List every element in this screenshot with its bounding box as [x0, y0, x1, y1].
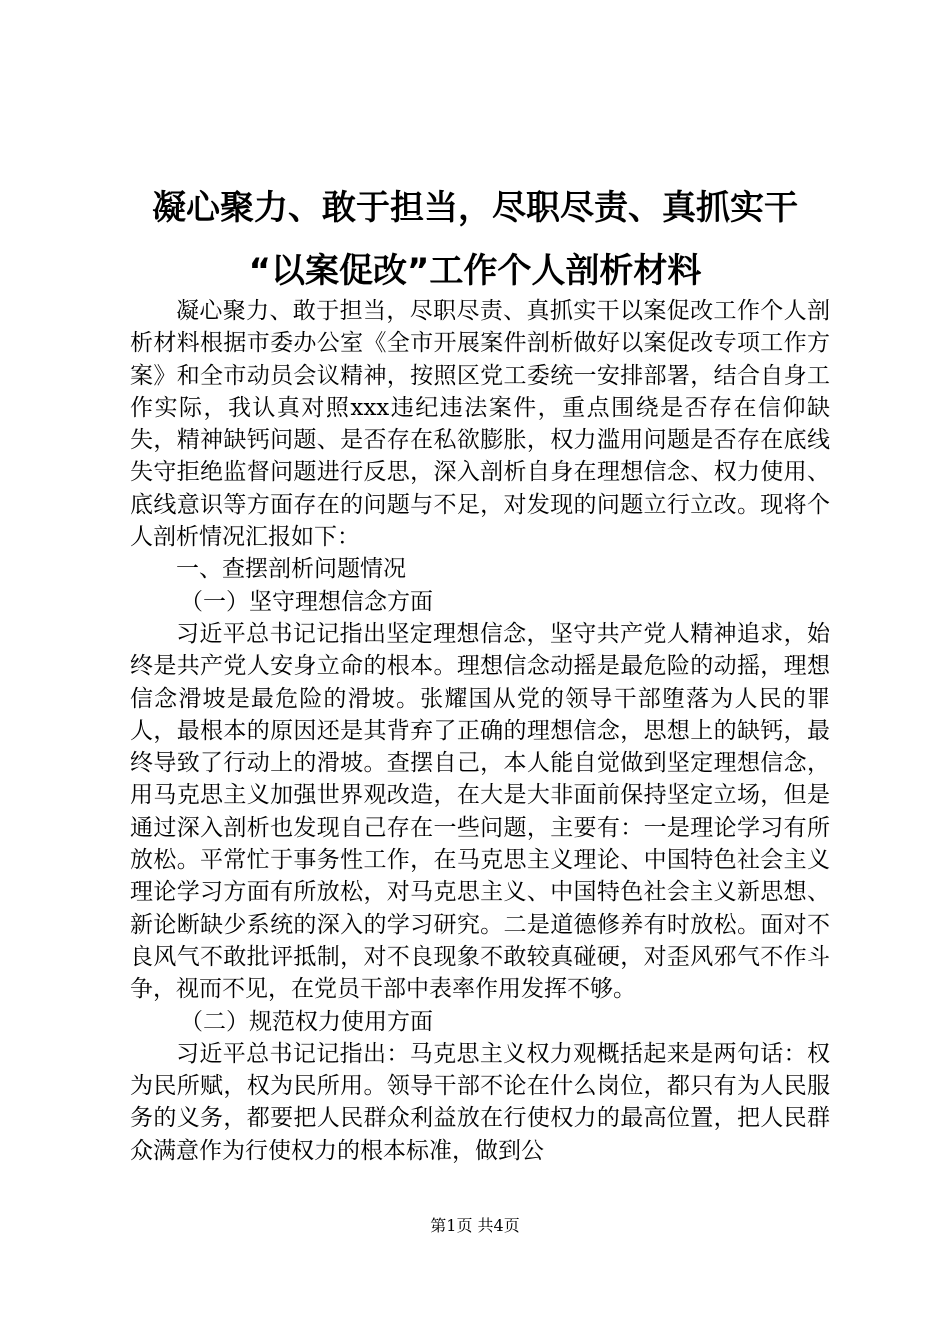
subsection-1-paragraph: 习近平总书记记指出坚定理想信念，坚守共产党人精神追求，始终是共产党人安身立命的根本。理想信念动摇是最危险的动摇，理想信念滑坡是最危险的滑坡。张耀国从党的领导干部堕落为人民的罪人，最根本的原因还是其背弃了正确的理想信念，思想上的缺钙，最终导致了行动上的滑坡。查摆自己，本人能自觉做到坚定理想信念，用马克思主义加强世界观改造，在大是大非面前保持坚定立场，但是通过深入剖析也发现自己存在一些问题，主要有：一是理论学习有所放松。平常忙于事务性工作，在马克思主义理论、中国特色社会主义理论学习方面有所放松，对马克思主义、中国特色社会主义新思想、新论断缺少系统的深入的学习研究。二是道德修养有时放松。面对不良风气不敢批评抵制，对不良现象不敢较真碰硬，对歪风邪气不作斗争，视而不见，在党员干部中表率作用发挥不够。: [130, 620, 830, 1003]
page-number-footer: 第1页 共4页: [430, 1216, 520, 1235]
subsection-2-paragraph: 习近平总书记记指出：马克思主义权力观概括起来是两句话：权为民所赋，权为民所用。领导干部不论在什么岗位，都只有为人民服务的义务，都要把人民群众利益放在行使权力的最高位置，把人民群众满意作为行使权力的根本标准，做到公: [130, 1040, 830, 1164]
document-body: [130, 295, 830, 1167]
section-heading-1: 一、查摆剖析问题情况: [176, 556, 406, 583]
subsection-heading-2: （二）规范权力使用方面: [180, 1008, 433, 1035]
subsection-heading-1: （一）坚守理想信念方面: [180, 588, 433, 615]
document-title-line-2: “以案促改”工作个人剖析材料: [248, 251, 702, 291]
document-title-line-1: 凝心聚力、敢于担当，尽职尽责、真抓实干: [152, 188, 798, 228]
intro-paragraph: 凝心聚力、敢于担当，尽职尽责、真抓实干以案促改工作个人剖析材料根据市委办公室《全市开展案件剖析做好以案促改专项工作方案》和全市动员会议精神，按照区党工委统一安排部署，结合自身工作实际，我认真对照xxx违纪违法案件，重点围绕是否存在信仰缺失，精神缺钙问题、是否存在私欲膨胀，权力滥用问题是否存在底线失守拒绝监督问题进行反思，深入剖析自身在理想信念、权力使用、底线意识等方面存在的问题与不足，对发现的问题立行立改。现将个人剖析情况汇报如下：: [130, 298, 830, 551]
